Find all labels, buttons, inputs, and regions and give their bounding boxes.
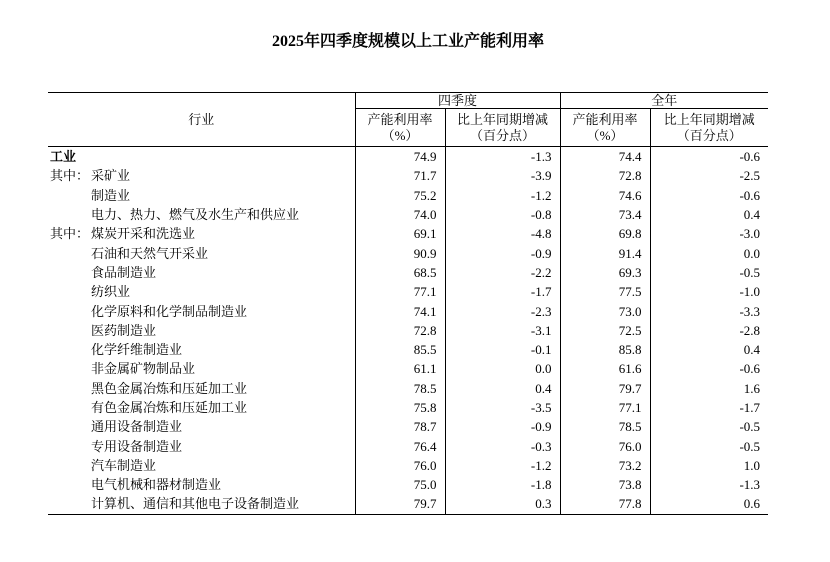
industry-name: 汽车制造业 (91, 457, 157, 473)
table-row (48, 494, 768, 514)
annual-yoy-change: -3.0 (650, 224, 768, 243)
annual-yoy-change: 0.4 (650, 340, 768, 359)
annual-capacity-rate: 73.8 (560, 475, 650, 494)
annual-capacity-rate: 91.4 (560, 243, 650, 262)
industry-cell (48, 340, 355, 359)
header-group-row (48, 93, 768, 109)
q4-yoy-change: -1.7 (445, 282, 560, 301)
industry-cell (48, 205, 355, 224)
table-row (48, 340, 768, 359)
industry-name: 化学原料和化学制品制造业 (91, 303, 248, 319)
table-row (48, 282, 768, 301)
annual-yoy-change: -1.3 (650, 475, 768, 494)
q4-yoy-change: -3.1 (445, 321, 560, 340)
annual-rate-header-unit: （%） (586, 127, 624, 143)
table-row (48, 456, 768, 475)
annual-yoy-change: -0.6 (650, 359, 768, 378)
q4-capacity-rate: 72.8 (355, 321, 445, 340)
annual-yoy-change: -2.5 (650, 166, 768, 185)
annual-capacity-rate: 77.1 (560, 398, 650, 417)
industry-name: 食品制造业 (91, 264, 157, 280)
annual-yoy-change: -1.0 (650, 282, 768, 301)
table-row (48, 321, 768, 340)
industry-cell (48, 379, 355, 398)
row-prefix: 其中： (50, 168, 90, 184)
q4-yoy-change: -2.2 (445, 263, 560, 282)
q4-rate-header-unit: （%） (381, 127, 419, 143)
table-body (48, 147, 768, 515)
annual-capacity-rate: 61.6 (560, 359, 650, 378)
row-prefix: 其中： (50, 226, 90, 242)
table-row-total (48, 147, 768, 167)
annual-capacity-rate: 85.8 (560, 340, 650, 359)
annual-capacity-rate: 72.8 (560, 166, 650, 185)
annual-capacity-rate: 77.5 (560, 282, 650, 301)
table-row (48, 205, 768, 224)
industry-cell (48, 282, 355, 301)
table-row (48, 436, 768, 455)
annual-yoy-change: -3.3 (650, 301, 768, 320)
industry-cell (48, 494, 355, 514)
industry-column-header: 行业 (48, 93, 355, 147)
annual-change-header-label: 比上年同期增减 (663, 111, 755, 127)
q4-capacity-rate: 90.9 (355, 243, 445, 262)
table-row (48, 301, 768, 320)
industry-cell (48, 147, 355, 167)
industry-name: 电气机械和器材制造业 (91, 477, 222, 493)
annual-capacity-rate: 73.4 (560, 205, 650, 224)
q4-change-header-label: 比上年同期增减 (457, 111, 549, 127)
table-header (48, 93, 768, 147)
annual-rate-header-label: 产能利用率 (572, 111, 638, 127)
q4-capacity-rate: 74.1 (355, 301, 445, 320)
q4-capacity-rate: 68.5 (355, 263, 445, 282)
industry-cell (48, 186, 355, 205)
q4-yoy-change: -1.2 (445, 456, 560, 475)
industry-name: 有色金属冶炼和压延加工业 (91, 400, 248, 415)
q4-rate-header-label: 产能利用率 (367, 111, 433, 127)
q4-change-header (445, 109, 560, 147)
industry-name: 计算机、通信和其他电子设备制造业 (91, 496, 300, 512)
capacity-utilization-table (48, 92, 768, 515)
industry-name: 专用设备制造业 (91, 438, 183, 454)
annual-capacity-rate: 79.7 (560, 379, 650, 398)
industry-cell (48, 301, 355, 320)
q4-capacity-rate: 75.2 (355, 186, 445, 205)
q4-capacity-rate: 76.0 (355, 456, 445, 475)
q4-yoy-change: -4.8 (445, 224, 560, 243)
q4-yoy-change: 0.0 (445, 359, 560, 378)
annual-yoy-change: -1.7 (650, 398, 768, 417)
q4-yoy-change: -1.3 (445, 147, 560, 167)
industry-cell (48, 475, 355, 494)
q4-group-header: 四季度 (355, 93, 560, 109)
q4-yoy-change: -0.1 (445, 340, 560, 359)
annual-rate-header (560, 109, 650, 147)
annual-capacity-rate: 72.5 (560, 321, 650, 340)
annual-yoy-change: 1.0 (650, 456, 768, 475)
q4-yoy-change: -0.3 (445, 436, 560, 455)
annual-capacity-rate: 74.6 (560, 186, 650, 205)
q4-capacity-rate: 61.1 (355, 359, 445, 378)
table-row (48, 186, 768, 205)
industry-name: 医药制造业 (91, 322, 157, 338)
industry-name: 非金属矿物制品业 (91, 361, 196, 377)
annual-group-header: 全年 (560, 93, 768, 109)
annual-yoy-change: -0.5 (650, 263, 768, 282)
annual-yoy-change: -0.5 (650, 417, 768, 436)
q4-capacity-rate: 85.5 (355, 340, 445, 359)
industry-name: 黑色金属冶炼和压延加工业 (91, 380, 248, 396)
table-row (48, 224, 768, 243)
q4-rate-header (355, 109, 445, 147)
industry-name: 纺织业 (91, 284, 131, 300)
q4-capacity-rate: 75.8 (355, 398, 445, 417)
industry-cell (48, 359, 355, 378)
q4-capacity-rate: 77.1 (355, 282, 445, 301)
q4-yoy-change: -3.9 (445, 166, 560, 185)
annual-capacity-rate: 73.2 (560, 456, 650, 475)
industry-cell (48, 224, 355, 243)
q4-capacity-rate: 69.1 (355, 224, 445, 243)
annual-yoy-change: -0.6 (650, 147, 768, 167)
industry-cell (48, 456, 355, 475)
annual-yoy-change: -2.8 (650, 321, 768, 340)
table-row (48, 398, 768, 417)
annual-capacity-rate: 77.8 (560, 494, 650, 514)
industry-name: 通用设备制造业 (91, 419, 183, 435)
table-row (48, 243, 768, 262)
industry-name: 工业 (50, 149, 77, 165)
annual-capacity-rate: 74.4 (560, 147, 650, 167)
page-title: 2025年四季度规模以上工业产能利用率 (271, 33, 544, 50)
table-row (48, 417, 768, 436)
q4-yoy-change: -3.5 (445, 398, 560, 417)
annual-change-header (650, 109, 768, 147)
q4-capacity-rate: 75.0 (355, 475, 445, 494)
industry-cell (48, 398, 355, 417)
annual-capacity-rate: 69.8 (560, 224, 650, 243)
annual-yoy-change: 0.0 (650, 243, 768, 262)
q4-yoy-change: -0.8 (445, 205, 560, 224)
q4-capacity-rate: 78.5 (355, 379, 445, 398)
industry-cell (48, 243, 355, 262)
annual-yoy-change: 1.6 (650, 379, 768, 398)
annual-yoy-change: 0.6 (650, 494, 768, 514)
industry-cell (48, 321, 355, 340)
q4-capacity-rate: 79.7 (355, 494, 445, 514)
table-row (48, 359, 768, 378)
q4-capacity-rate: 78.7 (355, 417, 445, 436)
annual-yoy-change: -0.5 (650, 436, 768, 455)
table-row (48, 166, 768, 185)
q4-yoy-change: -0.9 (445, 243, 560, 262)
industry-name: 电力、热力、燃气及水生产和供应业 (91, 207, 300, 223)
annual-yoy-change: -0.6 (650, 186, 768, 205)
q4-capacity-rate: 71.7 (355, 166, 445, 185)
table-row (48, 263, 768, 282)
industry-name: 煤炭开采和洗选业 (91, 226, 196, 242)
industry-name: 化学纤维制造业 (91, 342, 183, 358)
q4-yoy-change: 0.3 (445, 494, 560, 514)
industry-cell (48, 263, 355, 282)
q4-capacity-rate: 74.9 (355, 147, 445, 167)
q4-yoy-change: -2.3 (445, 301, 560, 320)
annual-capacity-rate: 69.3 (560, 263, 650, 282)
q4-capacity-rate: 74.0 (355, 205, 445, 224)
industry-name: 采矿业 (91, 168, 131, 184)
annual-capacity-rate: 76.0 (560, 436, 650, 455)
q4-capacity-rate: 76.4 (355, 436, 445, 455)
industry-name: 石油和天然气开采业 (91, 245, 209, 261)
annual-change-header-unit: （百分点） (676, 127, 742, 143)
table-row (48, 379, 768, 398)
q4-yoy-change: -1.2 (445, 186, 560, 205)
annual-capacity-rate: 73.0 (560, 301, 650, 320)
q4-yoy-change: 0.4 (445, 379, 560, 398)
annual-yoy-change: 0.4 (650, 205, 768, 224)
table-row (48, 475, 768, 494)
industry-cell (48, 436, 355, 455)
industry-cell (48, 417, 355, 436)
q4-change-header-unit: （百分点） (470, 127, 536, 143)
industry-name: 制造业 (91, 187, 131, 203)
annual-capacity-rate: 78.5 (560, 417, 650, 436)
industry-cell (48, 166, 355, 185)
q4-yoy-change: -0.9 (445, 417, 560, 436)
q4-yoy-change: -1.8 (445, 475, 560, 494)
